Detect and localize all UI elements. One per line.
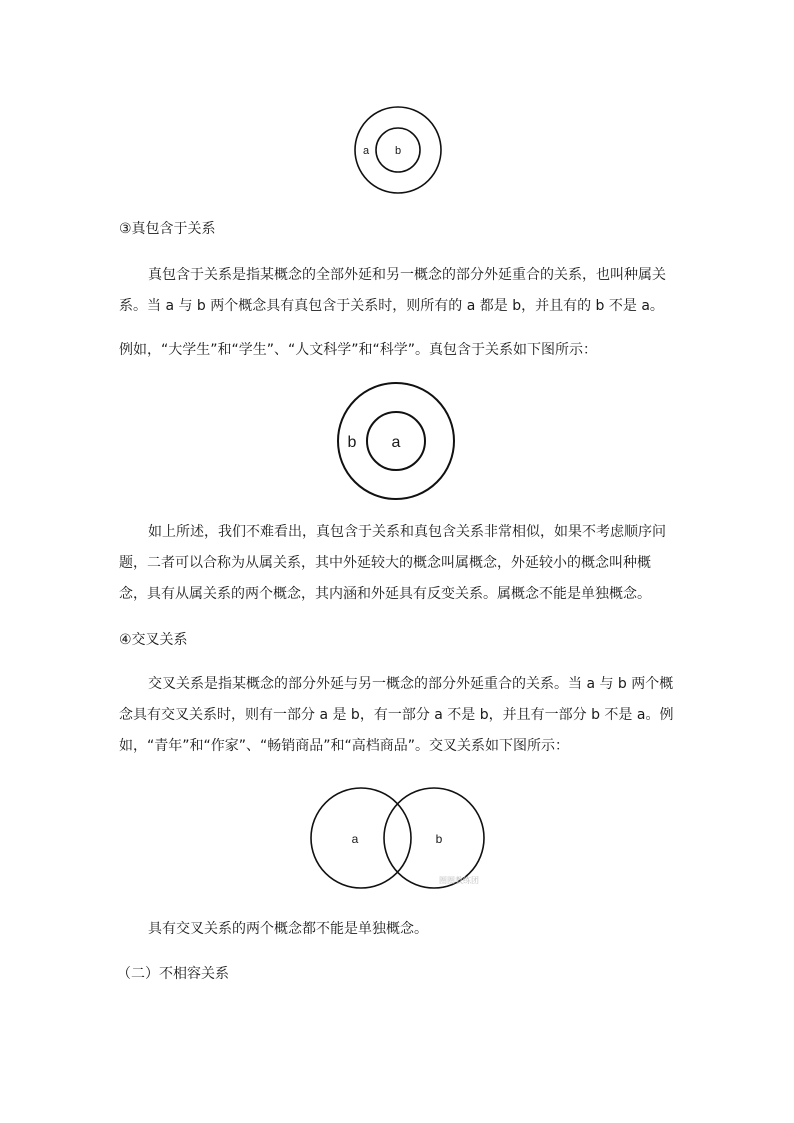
para3-line2: 题，二者可以合称为从属关系，其中外延较大的概念叫属概念，外延较小的概念叫种概 <box>119 555 651 571</box>
right-circle-b <box>384 788 484 888</box>
section4-heading: ④交叉关系 <box>119 632 188 648</box>
outer-circle-b <box>338 383 454 499</box>
section3-para2: 例如，“大学生”和“学生”、“人文科学”和“科学”。真包含于关系如下图所示： <box>119 342 598 358</box>
diagram2-inner-label: a <box>391 434 401 451</box>
outer-circle-a <box>355 107 441 193</box>
section3-para1-line2: 系。当 a 与 b 两个概念具有真包含于关系时，则所有的 a 都是 b，并且有的 b 不是 a。 <box>119 298 664 314</box>
section4-line2: 念具有交叉关系时，则有一部分 a 是 b，有一部分 a 不是 b，并且有一部分 b 不是 a。例 <box>119 707 674 723</box>
section3-heading: ③真包含于关系 <box>119 221 216 237</box>
section4-line1: 交叉关系是指某概念的部分外延与另一概念的部分外延重合的关系。当 a 与 b 两个概 <box>148 676 674 692</box>
left-circle-a <box>311 788 411 888</box>
section4-line3: 如，“青年”和“作家”、“畅销商品”和“高档商品”。交叉关系如下图所示： <box>119 738 570 754</box>
para3-line1: 如上所述，我们不难看出，真包含于关系和真包含关系非常相似，如果不考虑顺序问 <box>148 524 666 540</box>
diagram3-right-label: b <box>435 832 443 846</box>
diagram2-outer-label: b <box>347 434 357 451</box>
inner-circle-a <box>367 412 425 470</box>
section3-para1-line1: 真包含于关系是指某概念的全部外延和另一概念的部分外延重合的关系，也叫种属关 <box>148 267 666 283</box>
section-two-heading: （二）不相容关系 <box>117 966 229 982</box>
para5: 具有交叉关系的两个概念都不能是单独概念。 <box>148 921 428 937</box>
diagram1-inner-label: b <box>394 145 402 157</box>
diagram3-left-label: a <box>351 832 359 846</box>
para3-line3: 念，具有从属关系的两个概念，其内涵和外延具有反变关系。属概念不能是单独概念。 <box>119 586 651 602</box>
inner-circle-b <box>376 128 420 172</box>
diagram3-watermark: 圈圈教练团 <box>439 876 479 885</box>
diagram1-outer-label: a <box>362 145 370 157</box>
